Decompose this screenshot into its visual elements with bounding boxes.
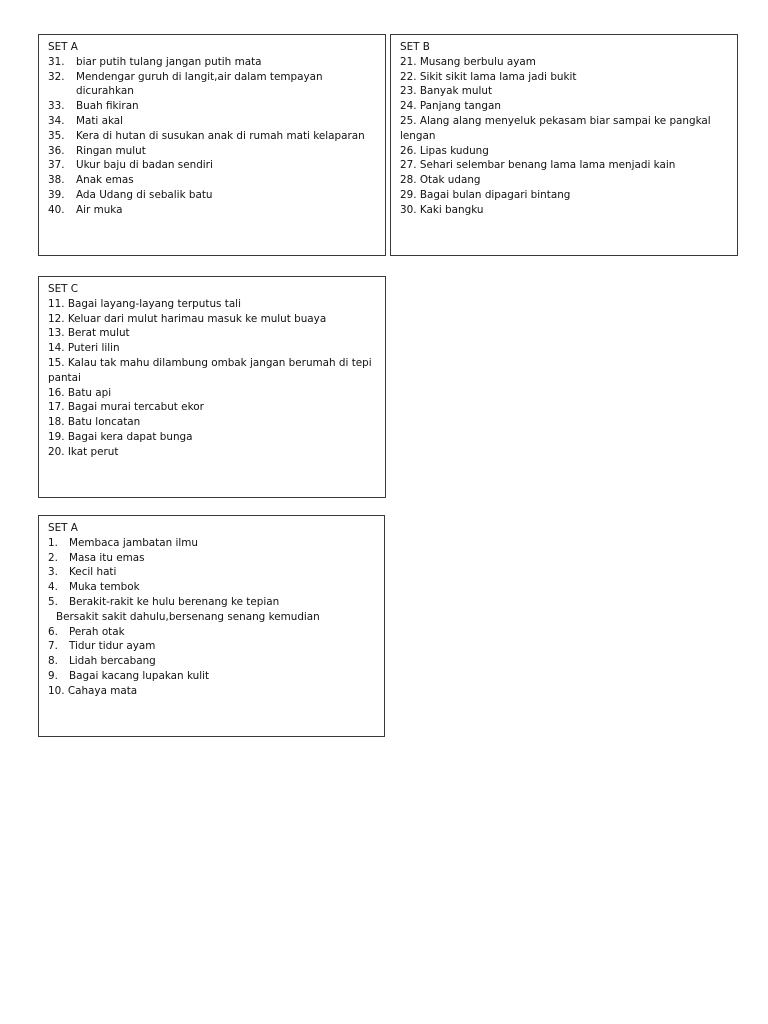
list-item	[48, 684, 376, 699]
item-text: biar putih tulang jangan putih mata	[76, 55, 262, 68]
list-item	[48, 188, 377, 203]
item-text: Kalau tak mahu dilambung ombak jangan berumah di tepi pantai	[48, 356, 372, 384]
item-text: Puteri lilin	[67, 342, 120, 355]
item-number: 10.	[48, 684, 65, 697]
item-text: Kaki bangku	[419, 203, 484, 216]
item-number: 33.	[48, 100, 65, 113]
item-text: Kera di hutan di susukan anak di rumah mati kelaparan	[76, 129, 365, 142]
item-text: Air muka	[76, 203, 123, 216]
item-number: 4.	[48, 581, 58, 594]
item-number: 7.	[48, 640, 58, 653]
item-text: Ukur baju di badan sendiri	[76, 159, 213, 172]
item-number: 22.	[400, 70, 417, 83]
list-item	[48, 445, 377, 460]
list-item	[48, 70, 377, 100]
list-item	[48, 669, 376, 684]
item-number: 40.	[48, 203, 65, 216]
item-number: 36.	[48, 144, 65, 157]
item-number: 24.	[400, 100, 417, 113]
item-text: Berakit-rakit ke hulu berenang ke tepian	[69, 595, 280, 608]
item-text: Berat mulut	[67, 327, 130, 340]
item-text: Bagai bulan dipagari bintang	[419, 188, 571, 201]
item-number: 1.	[48, 536, 58, 549]
item-number: 30.	[400, 203, 417, 216]
item-text: Membaca jambatan ilmu	[69, 536, 198, 549]
list-item	[400, 158, 729, 173]
list-item	[400, 114, 729, 144]
item-text: Ringan mulut	[76, 144, 146, 157]
item-text: Anak emas	[76, 174, 134, 187]
list-item	[48, 400, 377, 415]
item-number: 26.	[400, 144, 417, 157]
item-text: Bagai layang-layang terputus tali	[67, 297, 241, 310]
list-item	[48, 297, 377, 312]
item-number: 19.	[48, 430, 65, 443]
item-text: Bagai kacang lupakan kulit	[69, 669, 210, 682]
list-item	[48, 565, 376, 580]
list-item	[48, 341, 377, 356]
list-item	[48, 625, 376, 640]
item-number: 3.	[48, 566, 58, 579]
continuation-line: Bersakit sakit dahulu,bersenang senang kemudian	[56, 610, 320, 623]
list-item	[48, 203, 377, 218]
item-number: 29.	[400, 188, 417, 201]
list-item	[400, 144, 729, 159]
list-item	[400, 84, 729, 99]
item-number: 28.	[400, 174, 417, 187]
item-text: Perah otak	[69, 625, 125, 638]
item-text: Bagai kera dapat bunga	[67, 430, 193, 443]
item-number: 35.	[48, 129, 65, 142]
item-text: Banyak mulut	[419, 85, 493, 98]
list-item	[400, 188, 729, 203]
list-item	[48, 639, 376, 654]
list-item	[48, 551, 376, 566]
item-text: Buah fikiran	[76, 100, 139, 113]
item-number: 25.	[400, 114, 417, 127]
set-a-upper-title: SET A	[48, 41, 78, 53]
list-item	[400, 203, 729, 218]
item-number: 37.	[48, 159, 65, 172]
item-number: 39.	[48, 188, 65, 201]
item-text: Alang alang menyeluk pekasam biar sampai ke pangkal lengan	[400, 114, 711, 142]
item-text: Keluar dari mulut harimau masuk ke mulut buaya	[67, 312, 327, 325]
item-number: 20.	[48, 445, 65, 458]
list-item	[400, 70, 729, 85]
item-text: Bagai murai tercabut ekor	[67, 401, 204, 414]
list-item	[48, 536, 376, 551]
item-text: Kecil hati	[69, 566, 117, 579]
item-text: Batu api	[67, 386, 112, 399]
set-b-panel	[390, 34, 738, 256]
set-b-title: SET B	[400, 41, 430, 53]
set-a-lower-panel	[38, 515, 385, 737]
list-item	[48, 326, 377, 341]
item-text: Lidah bercabang	[69, 655, 156, 668]
item-number: 16.	[48, 386, 65, 399]
item-text: Mendengar guruh di langit,air dalam tempayan dicurahkan	[76, 70, 323, 98]
item-text: Panjang tangan	[419, 100, 501, 113]
list-item	[48, 55, 377, 70]
item-text: Masa itu emas	[69, 551, 145, 564]
item-number: 11.	[48, 297, 65, 310]
item-number: 9.	[48, 669, 58, 682]
item-number: 38.	[48, 174, 65, 187]
list-item	[48, 654, 376, 669]
set-c-title: SET C	[48, 283, 79, 295]
item-text: Ada Udang di sebalik batu	[76, 188, 213, 201]
item-number: 18.	[48, 416, 65, 429]
item-number: 6.	[48, 625, 58, 638]
item-number: 2.	[48, 551, 58, 564]
set-c-panel	[38, 276, 386, 498]
item-number: 31.	[48, 55, 65, 68]
item-text: Sehari selembar benang lama lama menjadi kain	[419, 159, 676, 172]
item-text: Mati akal	[76, 114, 124, 127]
list-item	[48, 356, 377, 386]
list-item	[400, 55, 729, 70]
set-a-lower-title: SET A	[48, 522, 78, 534]
item-text: Muka tembok	[69, 581, 140, 594]
item-number: 12.	[48, 312, 65, 325]
item-text: Ikat perut	[67, 445, 119, 458]
item-number: 23.	[400, 85, 417, 98]
list-item	[48, 580, 376, 595]
item-number: 21.	[400, 55, 417, 68]
item-number: 8.	[48, 655, 58, 668]
item-number: 32.	[48, 70, 65, 83]
item-number: 17.	[48, 401, 65, 414]
list-item	[48, 99, 377, 114]
item-text: Tidur tidur ayam	[69, 640, 156, 653]
item-number: 15.	[48, 356, 65, 369]
item-text: Lipas kudung	[419, 144, 489, 157]
list-item	[48, 173, 377, 188]
item-text: Batu loncatan	[67, 416, 141, 429]
item-text: Cahaya mata	[67, 684, 138, 697]
list-item	[48, 415, 377, 430]
list-item	[400, 99, 729, 114]
list-item	[48, 430, 377, 445]
list-item	[48, 129, 377, 144]
list-item	[48, 386, 377, 401]
item-number: 14.	[48, 342, 65, 355]
item-number: 27.	[400, 159, 417, 172]
list-item	[48, 114, 377, 129]
list-item	[48, 158, 377, 173]
item-number: 34.	[48, 114, 65, 127]
item-number: 5.	[48, 595, 58, 608]
list-item	[48, 312, 377, 327]
item-text: Sikit sikit lama lama jadi bukit	[419, 70, 577, 83]
list-item	[48, 144, 377, 159]
list-item	[400, 173, 729, 188]
item-number: 13.	[48, 327, 65, 340]
item-text: Musang berbulu ayam	[419, 55, 536, 68]
set-a-upper-panel	[38, 34, 386, 256]
item-text: Otak udang	[419, 174, 481, 187]
list-item	[48, 595, 376, 610]
